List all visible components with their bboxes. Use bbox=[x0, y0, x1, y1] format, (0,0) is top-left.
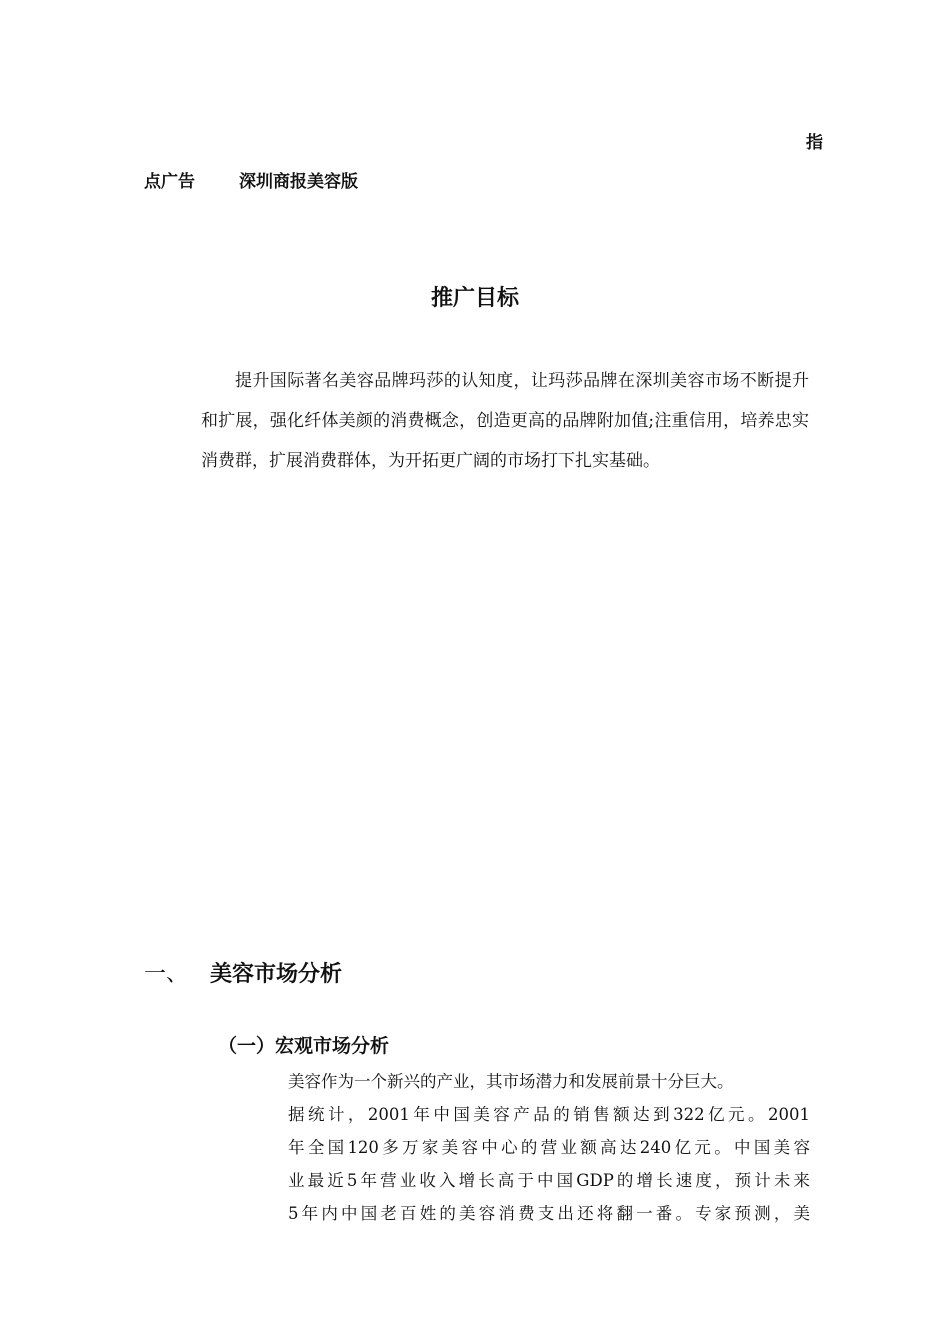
header-ad-label: 点广告 bbox=[144, 172, 195, 192]
body-line: 年全国120多万家美容中心的营业额高达240亿元。中国美容 bbox=[288, 1138, 810, 1157]
section-heading-market-analysis bbox=[144, 957, 544, 988]
section-title: 美容市场分析 bbox=[210, 962, 343, 987]
header-left bbox=[144, 167, 358, 192]
header-right-text: 指 bbox=[806, 133, 823, 153]
body-line: 据统计，2001年中国美容产品的销售额达到322亿元。2001 bbox=[288, 1105, 810, 1124]
body-line: 5年内中国老百姓的美容消费支出还将翻一番。专家预测，美 bbox=[288, 1204, 810, 1223]
body-line: 美容作为一个新兴的产业，其市场潜力和发展前景十分巨大。 bbox=[288, 1072, 734, 1091]
section-number: 一、 bbox=[144, 962, 189, 987]
header-publication-label: 深圳商报美容版 bbox=[239, 172, 358, 192]
subsection-heading-macro-analysis: （一）宏观市场分析 bbox=[218, 1035, 390, 1057]
goal-title: 推广目标 bbox=[430, 286, 519, 311]
macro-analysis-body bbox=[288, 1065, 810, 1230]
body-line: 业最近5年营业收入增长高于中国GDP的增长速度，预计未来 bbox=[288, 1171, 810, 1190]
goal-paragraph: 提升国际著名美容品牌玛莎的认知度，让玛莎品牌在深圳美容市场不断提升和扩展，强化纤体美颜的消费概念，创造更高的品牌附加值;注重信用，培养忠实消费群，扩展消费群体，为开拓更广阔的市场打下扎实基础。 bbox=[201, 371, 809, 471]
